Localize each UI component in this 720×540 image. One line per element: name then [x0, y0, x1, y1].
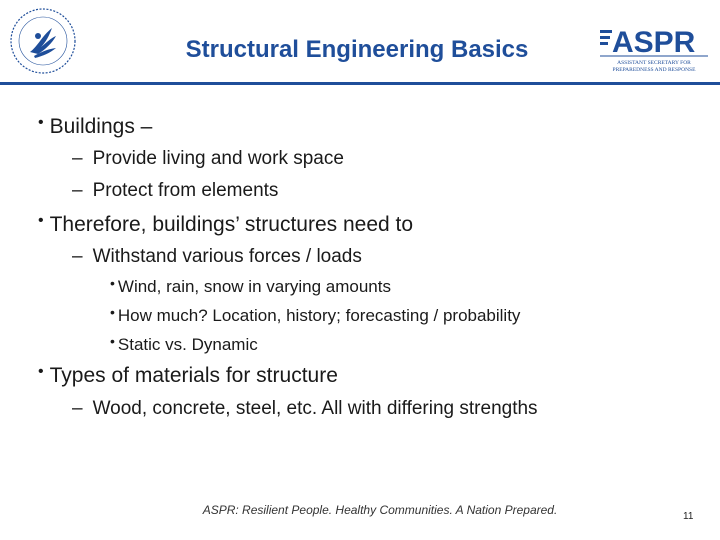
aspr-tagline-1: ASSISTANT SECRETARY FOR — [617, 60, 691, 66]
dash-icon: – — [72, 398, 83, 419]
bullet-level2: – Protect from elements — [72, 180, 279, 201]
bullet-level1: • Types of materials for structure — [38, 363, 338, 387]
slide-title: Structural Engineering Basics — [185, 36, 529, 63]
bullet-level3: • Wind, rain, snow in varying amounts — [110, 275, 391, 296]
dash-icon: – — [72, 180, 83, 201]
dash-icon: – — [72, 246, 83, 267]
bullet-level3: • Static vs. Dynamic — [110, 333, 258, 354]
header-rule — [0, 82, 720, 85]
bullet-level2: – Wood, concrete, steel, etc. All with differing strengths — [72, 398, 538, 419]
aspr-logo-name: ASPR — [612, 26, 696, 59]
bullet-level2: – Withstand various forces / loads — [72, 246, 362, 267]
bullet-dot-icon: • — [110, 304, 115, 320]
bullet-level2: – Provide living and work space — [72, 148, 344, 169]
page-number: 11 — [683, 511, 694, 522]
aspr-tagline-2: PREPAREDNESS AND RESPONSE — [612, 67, 696, 73]
dash-icon: – — [72, 148, 83, 169]
bullet-dot-icon: • — [110, 275, 115, 291]
bullet-level3: • How much? Location, history; forecasting / probability — [110, 304, 521, 325]
bullet-dot-icon: • — [110, 333, 115, 349]
bullet-level1: • Therefore, buildings’ structures need to — [38, 212, 414, 236]
aspr-logo — [598, 24, 710, 74]
bullet-level1: • Buildings – — [38, 114, 153, 138]
footer-tagline: ASPR: Resilient People. Healthy Communities. A Nation Prepared. — [202, 503, 558, 517]
bullet-dot-icon: • — [38, 363, 44, 380]
bullet-dot-icon: • — [38, 212, 44, 229]
bullet-dot-icon: • — [38, 114, 44, 131]
